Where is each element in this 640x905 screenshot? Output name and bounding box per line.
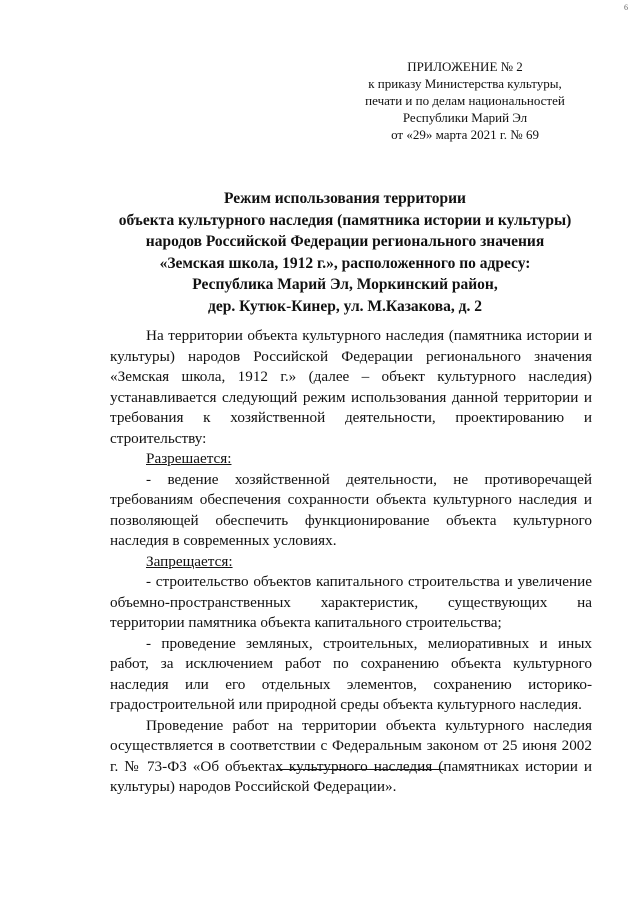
allowed-heading: Разрешается:	[146, 450, 232, 467]
title-line: объекта культурного наследия (памятника истории и культуры)	[118, 211, 572, 229]
allowed-item: - ведение хозяйственной деятельности, не противоречащей требованиям обеспечения сохранности объекта культурного наследия и позволяющей обеспечить функционирование объекта культурного наследия в современных условиях.	[110, 470, 592, 549]
closing-paragraph: Проведение работ на территории объекта культурного наследия осуществляется в соответствии с Федеральным законом от 25 июня 2002 г. № 73-ФЗ «Об объектах культурного наследия (памятниках истории и культуры) народов Российской Федерации».	[110, 716, 592, 795]
intro-paragraph: На территории объекта культурного наследия (памятника истории и культуры) народов Российской Федерации регионального значения «Земская школа, 1912 г.» (далее – объект культурного наследия) устанавливается следующий режим использования данной территории и требования к хозяйственной деятельности, проектированию и строительству:	[110, 327, 592, 447]
header-line: к приказу Министерства культуры,	[368, 76, 562, 91]
header-line: от «29» марта 2021 г. № 69	[391, 127, 539, 142]
title-line: Режим использования территории	[224, 190, 466, 207]
document-title	[90, 188, 600, 317]
appendix-header	[340, 58, 590, 143]
header-line: печати и по делам национальностей	[365, 93, 565, 108]
forbidden-item-construction: - строительство объектов капитального строительства и увеличение объемно-пространственных характеристик, существующих на территории памятника объекта капитального строительства;	[110, 573, 592, 631]
header-line: Республики Марий Эл	[402, 110, 528, 125]
header-line: ПРИЛОЖЕНИЕ № 2	[407, 59, 523, 74]
title-line: «Земская школа, 1912 г.», расположенного по адресу:	[159, 254, 531, 272]
forbidden-heading: Запрещается:	[146, 552, 233, 570]
forbidden-item-works: - проведение земляных, строительных, мелиоративных и иных работ, за исключением работ по сохранению объекта культурного наследия или его отдельных элементов, сохранению историко-градостроительной или природной среды объекта культурного наследия.	[110, 634, 592, 713]
title-line: Республика Марий Эл, Моркинский район,	[192, 276, 498, 293]
title-line: народов Российской Федерации регионального значения	[145, 233, 545, 250]
closing-rule	[276, 769, 444, 770]
document-body	[110, 326, 592, 798]
title-line: дер. Кутюк-Кинер, ул. М.Казакова, д. 2	[208, 297, 482, 315]
page-corner-mark: 6	[624, 3, 628, 12]
